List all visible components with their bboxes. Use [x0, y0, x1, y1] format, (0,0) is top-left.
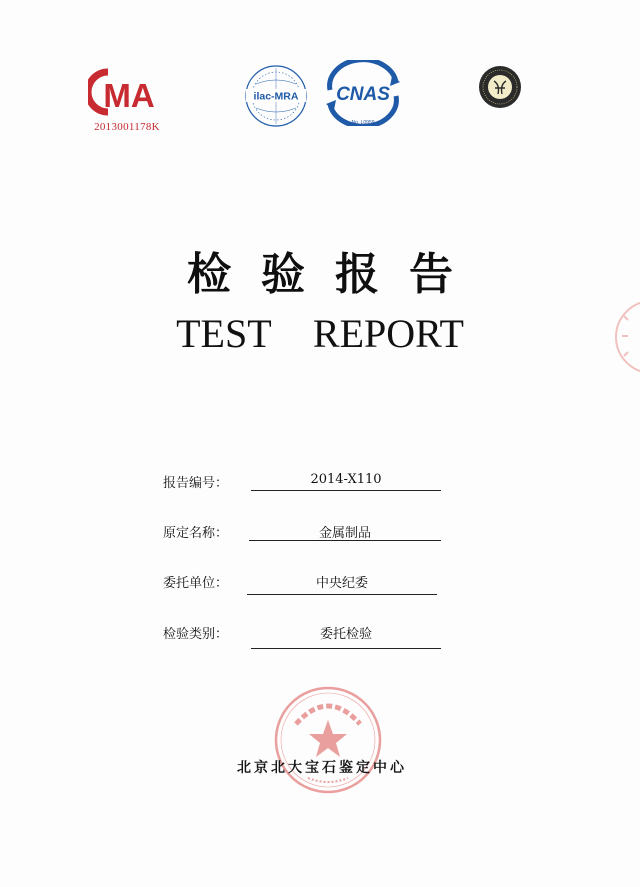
field-underline	[251, 648, 441, 649]
field-inspection-type	[163, 623, 453, 647]
field-underline	[249, 540, 441, 541]
cnas-number: No. L0959	[351, 120, 375, 126]
field-label: 检验类别：	[163, 627, 229, 642]
field-value: 2014-X110	[310, 472, 382, 487]
field-original-name	[163, 522, 453, 546]
university-emblem-icon	[477, 64, 523, 110]
field-value: 委托检验	[319, 627, 372, 642]
field-label: 报告编号：	[163, 476, 229, 491]
field-underline	[247, 594, 437, 595]
field-client	[163, 572, 453, 596]
cma-certificate-code: 2013001178K	[94, 121, 160, 133]
organization-name: 北京北大宝石鉴定中心	[237, 760, 407, 776]
field-report-number	[163, 472, 453, 496]
cnas-text: CNAS	[336, 84, 390, 105]
field-label: 原定名称：	[163, 526, 229, 541]
field-label: 委托单位：	[163, 576, 229, 591]
cnas-icon	[320, 60, 406, 126]
field-underline	[251, 490, 441, 491]
ilac-mra-text: ilac-MRA	[253, 90, 299, 103]
edge-seal-fragment-icon	[612, 296, 640, 378]
official-seal-icon	[272, 684, 384, 796]
cma-icon	[88, 66, 164, 118]
field-value: 中央纪委	[315, 576, 368, 591]
field-value: 金属制品	[318, 526, 371, 541]
report-title-cn: 检验报告	[187, 249, 483, 300]
report-title-en: TEST REPORT	[176, 311, 464, 356]
cma-text: MA	[103, 77, 155, 114]
ilac-mra-icon	[242, 62, 310, 130]
